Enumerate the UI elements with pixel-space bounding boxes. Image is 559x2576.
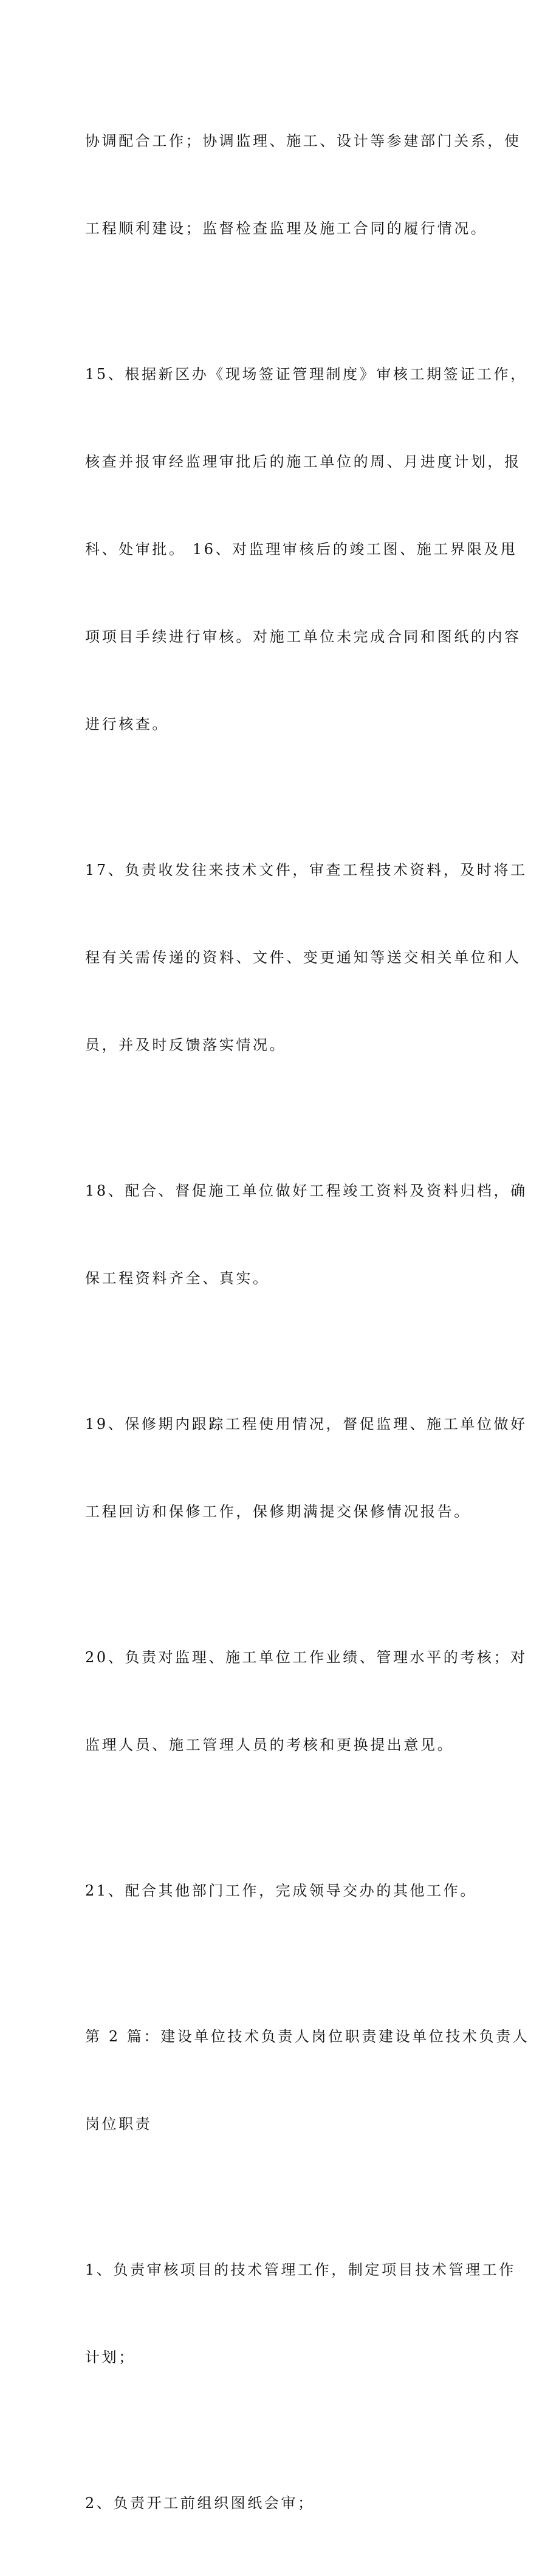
text-line: 2、负责开工前组织图纸会审；	[85, 2495, 315, 2512]
document-page	[85, 68, 530, 2576]
text-line: 程有关需传递的资料、文件、变更通知等送交相关单位和人	[85, 949, 521, 966]
text-line: 核查并报审经监理审批后的施工单位的周、月进度计划，报	[85, 453, 521, 470]
text-line: 保工程资料齐全、真实。	[85, 1270, 270, 1287]
paragraph-coordination	[85, 68, 521, 301]
text-line: 15、根据新区办《现场签证管理制度》审核工期签证工作，	[85, 366, 527, 383]
paragraph-item-2	[85, 2430, 480, 2576]
text-line: 协调配合工作；协调监理、施工、设计等参建部门关系，使	[85, 132, 521, 149]
paragraph-item-18	[85, 1118, 527, 1351]
text-line: 工程顺利建设；监督检查监理及施工合同的履行情况。	[85, 220, 488, 237]
text-line: 监理人员、施工管理人员的考核和更换提出意见。	[85, 1736, 454, 1753]
text-line: 计划；	[85, 2349, 135, 2366]
text-line: 第 2 篇：建设单位技术负责人岗位职责建设单位技术负责人	[85, 2028, 530, 2045]
paragraph-item-15	[85, 301, 527, 797]
text-line: 19、保修期内跟踪工程使用情况，督促监理、施工单位做好	[85, 1416, 527, 1433]
paragraph-item-20	[85, 1584, 527, 1818]
text-line: 1、负责审核项目的技术管理工作，制定项目技术管理工作	[85, 2261, 516, 2278]
text-line: 员，并及时反馈落实情况。	[85, 1036, 287, 1053]
text-line: 18、配合、督促施工单位做好工程竣工资料及资料归档，确	[85, 1182, 527, 1199]
paragraph-item-19	[85, 1351, 527, 1584]
text-line: 17、负责收发往来技术文件，审查工程技术资料，及时将工	[85, 862, 527, 879]
text-line: 20、负责对监理、施工单位工作业绩、管理水平的考核；对	[85, 1649, 527, 1666]
paragraph-item-21	[85, 1818, 480, 1964]
text-line: 岗位职责	[85, 2115, 153, 2132]
text-line: 科、处审批。 16、对监理审核后的竣工图、施工界限及甩	[85, 541, 518, 558]
paragraph-item-17	[85, 797, 527, 1118]
text-line: 项项目手续进行审核。对施工单位未完成合同和图纸的内容	[85, 628, 521, 645]
text-line: 进行核查。	[85, 716, 169, 733]
paragraph-item-1	[85, 2197, 516, 2430]
section-heading	[85, 1964, 530, 2197]
text-line: 21、配合其他部门工作，完成领导交办的其他工作。	[85, 1882, 477, 1899]
text-line: 工程回访和保修工作，保修期满提交保修情况报告。	[85, 1503, 471, 1520]
